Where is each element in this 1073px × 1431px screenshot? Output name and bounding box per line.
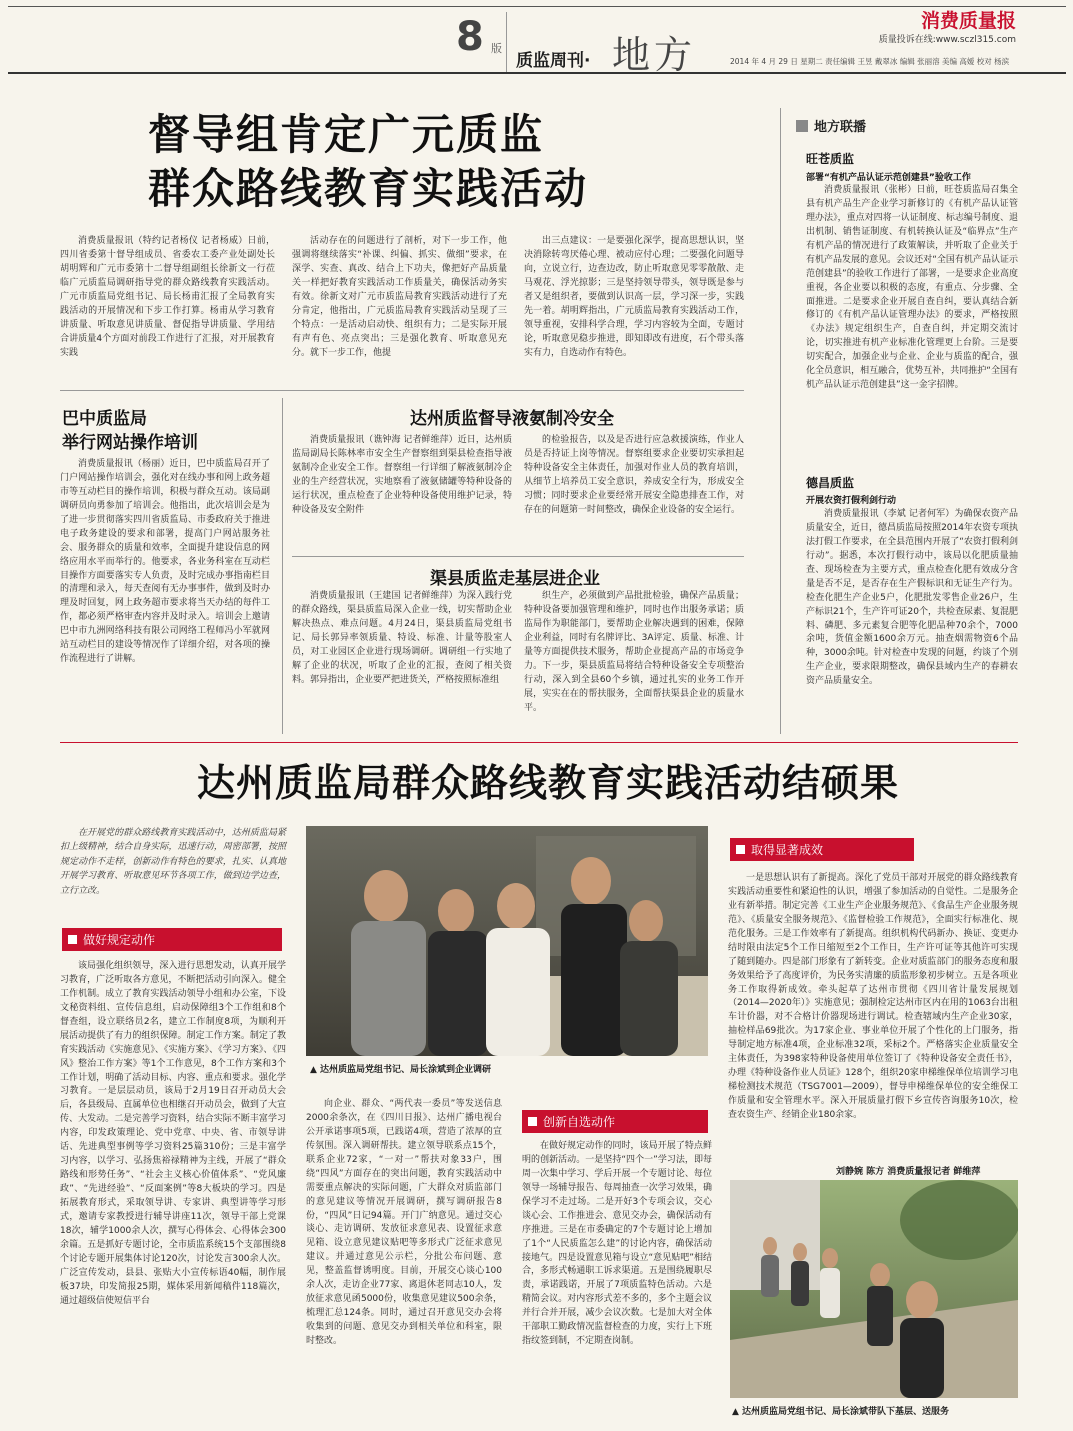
- section-prefix: 质监周刊·: [516, 51, 591, 71]
- square-bullet-icon: [68, 935, 77, 944]
- photo2-caption: ▲ 达州质监局党组书记、局长涂斌带队下基层、送服务: [732, 1407, 950, 1417]
- sidebar-header: [796, 116, 866, 135]
- lead-article-col1: 消费质量报讯（特约记者杨仪 记者杨威）日前，四川省委第十督导组成员、省委农工委产业处副处长胡明辉和广元市委第十二督导组副组长徐新文一行莅临广元质监局调研指导党的群众路线教育实践活动。广元市质监局党组书记、局长杨甫汇报了全局教育实践活动的开展情况和下步工作打算。杨甫从学习教育讲质量、听取意见讲质量、督促指导讲质量、学用结合讲质量4个方面对前段工作进行了汇报，对开展教育实践: [60, 236, 275, 358]
- lead-headline-line1: 督导组肯定广元质监: [148, 110, 545, 159]
- header-divider: [506, 12, 507, 72]
- quxian-article-col1: 消费质量报讯（王建国 记者鲜维萍）为深入践行党的群众路线，渠县质监局深入企业一线，切实帮助企业解决热点、难点问题。4月24日，渠县质监局党组书记、局长郭异率领质量、特设、标准、计量等股室人员，对工业园区企业进行现场调研。调研组一行实地了解了企业的状况，听取了企业的汇报，查阅了相关资料。郭异指出，企业要严把进货关，严格按照标准组: [292, 591, 512, 685]
- quxian-article-col2: 织生产，必须做到产品批批检验，确保产品质量；特种设备要加强管理和维护，同时也作出服务承诺；质监局作为职能部门，要帮助企业解决遇到的困难，保障企业利益，同时有名牌评比、3A评定、质量、标准、计量等方面提供技术服务，帮助企业提高产品的市场竞争力。下一步，渠县质监局将结合特种设备安全专项整治行动，深入到全县60个乡镇，通过扎实的业务工作开展，实实在在的帮扶服务，全面帮扶渠县企业的质量水平。: [524, 591, 744, 713]
- square-bullet-icon: [796, 120, 808, 132]
- sidebar-divider: [780, 108, 781, 734]
- feature-intro: 在开展党的群众路线教育实践活动中，达州质监局紧扣上级精神，结合自身实际，迅速行动，周密部署，按照规定动作不走样，创新动作有特色的要求，扎实、认真地开展学习教育、听取意见环节各项工作，做到边学边查，立行立改。: [60, 828, 286, 896]
- sidebar-item2-subtitle: 开展农资打假利剑行动: [806, 496, 897, 506]
- section2-header: [522, 1110, 708, 1133]
- square-bullet-icon: [528, 1117, 537, 1126]
- lead-article-col2: 活动存在的问题进行了剖析，对下一步工作，他强调将继续落实“补课、纠偏、抓实、做细”要求，在深学、实查、真改、结合上下功夫，像把好产品质量关一样把好教育实践活动工作质量关，确保活动务实有效。徐新文对广元市质监局教育实践活动进行了充分肯定，他指出，广元质监局教育实践活动呈现了三个特点：一是活动启动快、组织有力；二是实际开展有声有色、亮点突出；三是强化教育、听取意见充分。就下一步工作，他提: [292, 236, 507, 358]
- ammonia-article-col2: 的检验报告，以及是否进行应急救援演练，作业人员是否持证上岗等情况。督察组要求企业要切实承担起特种设备安全主体责任，加强对作业人员的教育培训，从细节上培养员工安全意识，养成安全行为，形成安全习惯；同时要求企业要经常开展安全隐患排查工作，对存在的问题第一时间整改，确保企业设备的安全运行。: [524, 435, 744, 515]
- ammonia-article-col1: 消费质量报讯（谯钟海 记者鲜维萍）近日，达州质监局副局长陈林率市安全生产督察组到渠县检查指导液氨制冷企业安全工作。督察组一行详细了解液氨制冷企业的生产经营状况，实地察看了液氨储罐等特种设备的运行状况，重点检查了企业特种设备使用维护记录，特种设备及安全附件: [292, 435, 512, 515]
- column-divider: [282, 398, 283, 734]
- page-number: 8: [456, 14, 484, 60]
- section1-body: 该局强化组织领导，深入进行思想发动，认真开展学习教育，广泛听取各方意见，不断把活动引向深入。健全工作机制。成立了教育实践活动领导小组和办公室，下设文秘资料组、宣传信息组，启动保障组3个工作组和8个督查组，设立联络员2名，建立工作制度8项，为顺利开展活动提供了有力的组织保障。制定工作方案。制定了教育实践活动《实施意见》、《实施方案》、《学习方案》、《四风》整治工作方案》等1个工作意见，8个工作方案和3个工作计划，明确了活动目标、内容、重点和要求。强化学习教育。一是层层动员，该局于2月19日召开动员大会后，各县级局、直属单位也相继召开动员会，做到了大宣传、大发动。二是完善学习资料，结合实际不断丰富学习内容，印发政策理论、党中党章、中央、省、市领导讲话、先进典型事例等学习资料25篇310份；三是丰富学习内容，以学习、弘扬焦裕禄精神为主线，开展了“群众路线和形势任务”、“社会主义核心价值体系”、“党风廉政”、“先进经验”、“反面案例”等8大板块的学习。四是拓展教育形式，采取领导讲、专家讲、典型讲等学习形式，邀请专家教授进行辅导讲座11次，领导干部上党课18次，辅学1000余人次，撰写心得体会、心得体会300余篇。五是抓好专题讨论，全市质监系统15个支部围绕8个讨论专题开展集体讨论120次，讨论发言300余人次。广泛宣传发动，县县、张贴大小宣传标语40幅，制作展板37块，印发简报25期，媒体采用新闻稿件118篇次，通过超级信使短信平台: [60, 961, 286, 1306]
- feature-top-rule: [60, 742, 1018, 743]
- sidebar-item1-subtitle: 部署“有机产品认证示范创建县”验收工作: [806, 173, 971, 183]
- lead-headline-line2: 群众路线教育实践活动: [148, 164, 589, 213]
- ammonia-article-rule: [292, 556, 744, 557]
- bazhong-article-body: 消费质量报讯（杨丽）近日，巴中质监局召开了门户网站操作培训会，强化对在线办事和网上政务超市等互动栏目的操作培训，积极与群众互动。该局副调研员向勇参加了培训会。他指出，此次培训会是为了进一步贯彻落实四川省质监局、市委政府关于推进电子政务建设的要求和部署，提高门户网站服务社会、服务群众的质量和效率，全面提升建设信息的网络应用水平而举行的。他要求，各业务科室在互动栏目操作方面要落实专人负责，及时完成办事指南栏目的清理和录入，每天查阅有无办事事件，做到及时办理及时回复，网上政务超市要求将当天办结的每件工作，都必须严格审查内容并及时录入。培训会上邀请巴中市九洲网络科技有限公司网络工程师冯小军就网站互动栏目的建设等情况作了详细介绍，对各项的操作流程进行了讲解。: [60, 459, 270, 665]
- quxian-headline: 渠县质监走基层进企业: [430, 569, 600, 589]
- square-bullet-icon: [736, 845, 745, 854]
- sidebar-item2-title: 德昌质监: [806, 476, 855, 490]
- section1-title: 做好规定动作: [83, 933, 156, 947]
- newspaper-logo: 消费质量报: [920, 10, 1016, 32]
- section1-header: [62, 928, 282, 951]
- sidebar-section-title: 地方联播: [814, 120, 867, 135]
- section3-body: 一是思想认识有了新提高。深化了党员干部对开展党的群众路线教育实践活动重要性和紧迫性的认识，增强了参加活动的自觉性。二是服务企业有新举措。制定完善《工业生产企业服务规范》、《食品生产企业服务规范》、《质量安全服务规范》、《监督检验工作规范》，全面实行标准化、规范化服务。三是工作效率有了新提高。组织机构代码新办、换证、变更办结时限由法定5个工作日缩短至2个工作日，生产许可证等其他许可实现了随到随办。四是部门形象有了新转变。企业对质监部门的服务态度和服务效果给予了高度评价，为民务实清廉的质监形象初步树立。五是各项业务工作取得新成效。牵头起草了达州市贯彻《四川省计量发展规划（2014—2020年）》实施意见；强制检定达州市区内在用的1063台出租车计价器，对不合格计价器现场进行调试。检查辖域内生产企业30家，抽检样品69批次。为17家企业、事业单位开展了个性化的上门服务，指导制定地方标准4项，企业标准32项，采标2个。严格落实企业质量安全主体责任，为398家特种设备使用单位签订了《特种设备安全责任书》，办理《特种设备作业人员证》128个，组织20家申梯维保单位培训学习电梯检测技术规范（TSG7001—2009），督导申梯维保单位的安全维保工作质量和安全管理水平。深入开展质量打假下乡宣传咨询服务10次，检查农资生产、经销企业180余家。: [728, 873, 1018, 1120]
- feature-byline: 刘静婉 陈方 消费质量报记者 鲜维萍: [836, 1167, 981, 1177]
- section-title: 地方: [612, 33, 697, 77]
- photo-enterprise-visit: [306, 826, 708, 1056]
- section2-title: 创新自选动作: [543, 1115, 616, 1129]
- photo1-caption: ▲ 达州质监局党组书记、局长涂斌到企业调研: [310, 1065, 492, 1075]
- bazhong-headline-line2: 举行网站操作培训: [62, 433, 198, 453]
- sidebar-item2-body: 消费质量报讯（李斌 记者何军）为确保农资产品质量安全，近日，德昌质监局按照2014年农资专项执法打假工作要求，在全县范围内开展了“农资打假利剑行动”。据悉，本次打假行动中，该局以化肥质量抽查、现场检查为主要方式，重点检查化肥有效成分含量是否不足，是否存在生产假标识和无证生产行为。检查化肥生产企业5户，化肥批发零售企业26户，生产标识21个，生产许可证20个，共检查尿素、复混肥料、磷肥、多元素复合肥等化肥品种70余个，7000余吨，货值金额1600余万元。抽查烟需物资6个品种，3000余吨。针对检查中发现的问题，约谈了个别生产企业，要求限期整改，确保县域内生产的春耕农资产品质量安全。: [806, 509, 1018, 687]
- feature-col2-body: 向企业、群众、“两代表一委员”等发送信息2000余条次，在《四川日报》、达州广播电视台公开承诺事项5项，已践诺4项，营造了浓厚的宣传氛围。深入调研帮扶。建立领导联系点15个，联系企业72家，“一对一”帮扶对象33户，围绕“四风”方面存在的突出问题，教育实践活动中需要重点解决的实际问题，广大群众对质监部门的意见建议等情况开展调研，撰写调研报告8份，“四风”日记94篇。开门广纳意见。通过交心谈心、走访调研、发放征求意见表、设置征求意见箱、设立意见建议贴吧等多形式广泛征求意见建议。并通过意见公示栏，分批公布问题、意见，整盖监督诱明度。目前，开展交心谈心100余人次，走访企业77家、离退休老同志10人，发放征求意见函5000份，收集意见建议500余条，梳理汇总124条。同时，通过召开意见交办会将收集到的问题、意见交办到相关单位和科室，限时整改。: [306, 1099, 502, 1346]
- section3-title: 取得显著成效: [751, 843, 824, 857]
- feature-headline: 达州质监局群众路线教育实践活动结硕果: [196, 761, 899, 805]
- sidebar-item1-title: 旺苍质监: [806, 152, 855, 166]
- lead-article-rule: [60, 390, 744, 391]
- complaint-url: 质量投诉在线:www.sczl315.com: [878, 35, 1016, 45]
- bazhong-headline-line1: 巴中质监局: [62, 409, 147, 429]
- ammonia-headline: 达州质监督导液氨制冷安全: [410, 409, 614, 429]
- sidebar-item1-body: 消费质量报讯（张彬）日前，旺苍质监局召集全县有机产品生产企业学习新修订的《有机产品认证管理办法》，重点对四将一认证制度、标志编号制度、退出机制、销售证制度、有机转换认证及“临界点”生产有机产品的情况进行了政策解读，并听取了企业关于有机产品发展的意见。会议还对“全国有机产品认证示范创建县”的验收工作进行了部署，一是要求企业高度重视，各企业要以积极的态度，有重点、分步骤、全面推进。二是要求企业开展自查自纠，要认真结合新修订的《有机产品认证管理办法》的要求，严格按照《办法》规定组织生产，自查自纠，并定期交流讨论，切实推进有机产业标准化管理更上台阶。三是要切实配合，加强企业与企业、企业与质监的配合，强化全员意识，相互融合，优势互补，共同推护“全国有机产品认证示范创建县”这一金字招牌。: [806, 185, 1018, 391]
- section2-body: 在做好规定动作的同时，该局开展了特点鲜明的创新活动。一是坚持“四个一”学习法，即每周一次集中学习、学后开展一个专题讨论、每位领导一场辅导报告、每周抽查一次学习效果，确保学习不走过场。二是开好3个专项会议，交心谈心会、工作推进会、意见交办会，确保活动有序推进。三是在市委确定的7个专题讨论上增加了1个“人民质监怎么建”的讨论内容，确保活动接地气。四是设置意见箱与设立“意见贴吧”相结合，多形式畅通职工诉求渠道。五是围绕履职尽责，承诺践诺，开展了7项质监特色活动。六是精简会议。对内容形式差不多的，多个主题会议并行合并开展，减少会议次数。七是加大对全体干部职工勤政情况监督检查的力度，实行上下班指纹签到制，不定期查岗制。: [522, 1141, 712, 1347]
- lead-article-col3: 出三点建议：一是要强化深学，提高思想认识，坚决消除转弯厌倦心理、被动应付心理；二要强化问题导向，立说立行，边查边改，防止听取意见零零散散、走马观花、浮光掠影；三是坚持领导带头，领导既是参与者又是组织者，要做到认识高一层，学习深一步，实践先一着。胡明辉指出，广元质监局教育实践活动工作，领导重视，安排科学合理，学习内容较为全面，专题讨论，听取意见稳步推进，即知即改有进度，石个带头落实有力，自选动作有特色。: [524, 236, 744, 358]
- header-top-rule: [8, 6, 1066, 7]
- page-label: 版: [491, 42, 502, 55]
- photo-grassroots-visit: [730, 1180, 1018, 1398]
- section3-header: [730, 838, 914, 861]
- date-line: 2014 年 4 月 29 日 星期二 责任编辑 王昱 戴翠冰 编辑 张丽溶 美编 高嫒 校对 杨滨: [730, 57, 1010, 66]
- header-bottom-rule: [8, 72, 1066, 74]
